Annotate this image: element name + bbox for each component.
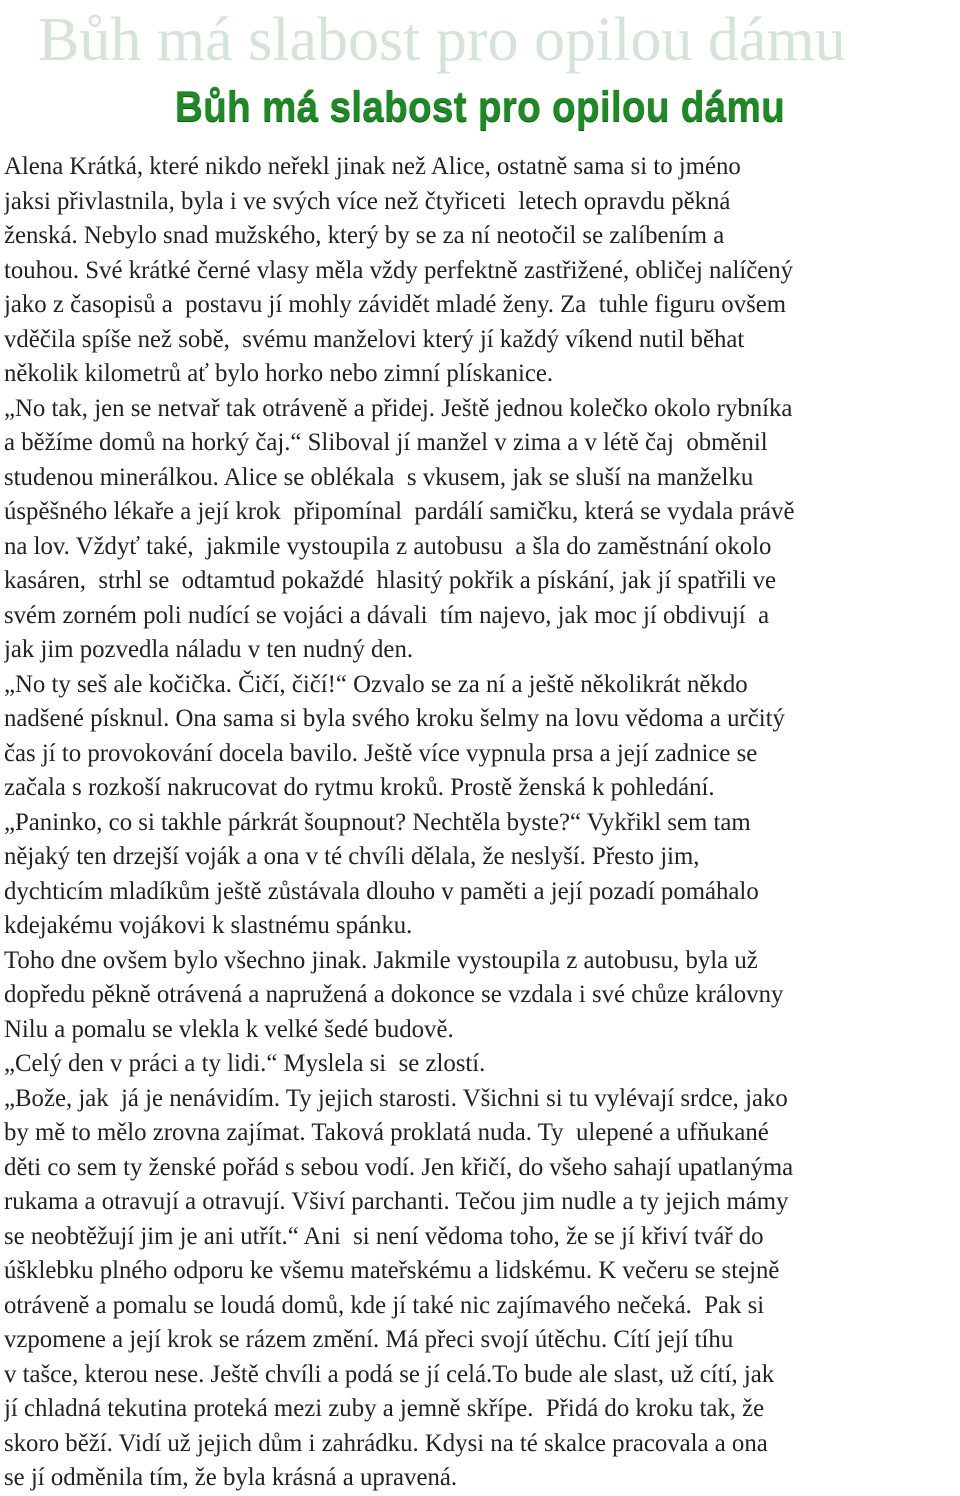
text-line: jak jim pozvedla náladu v ten nudný den. [4,636,414,663]
text-line: „Bože, jak já je nenávidím. Ty jejich starosti. Všichni si tu vylévají srdce, jako [4,1084,788,1112]
text-line: svém zorném poli nudící se vojáci a dávali tím najevo, jak moc jí obdivují a [4,601,770,629]
text-line: v tašce, kterou nese. Ještě chvíli a podá se jí celá.To bude ale slast, už cítí, jak [4,1360,775,1388]
text-line: čas jí to provokování docela bavilo. Ještě více vypnula prsa a její zadnice se [4,739,758,767]
text-line: jí chladná tekutina proteká mezi zuby a jemně skřípe. Přidá do kroku tak, že [4,1395,765,1422]
text-line: kasáren, strhl se odtamtud pokaždé hlasitý pokřik a pískání, jak jí spatřili ve [4,567,776,594]
text-line: „Paninko, co si takhle párkrát šoupnout? Nechtěla byste?“ Vykřikl sem tam [4,808,751,836]
text-line: „Celý den v práci a ty lidi.“ Myslela si se zlostí. [4,1050,486,1077]
text-line: rukama a otravují a otravují. Všiví parchanti. Tečou jim nudle a ty jejich mámy [4,1188,789,1215]
text-line: ženská. Nebylo snad mužského, který by se za ní neotočil se zalíbením a [4,222,725,249]
text-line: začala s rozkoší nakrucovat do rytmu kroků. Prostě ženská k pohledání. [4,774,715,801]
text-line: kdejakému vojákovi k slastnému spánku. [4,912,413,939]
text-line: touhou. Své krátké černé vlasy měla vždy perfektně zastřižené, obličej nalíčený [4,256,794,284]
text-line: by mě to mělo zrovna zajímat. Taková proklatá nuda. Ty ulepené a ufňukané [4,1119,769,1146]
text-line: nějaký ten drzejší voják a ona v té chvíli dělala, že neslyší. Přesto jim, [4,843,700,870]
text-line: Toho dne ovšem bylo všechno jinak. Jakmile vystoupila z autobusu, byla už [4,946,758,974]
text-line: otráveně a pomalu se loudá domů, kde jí také nic zajímavého nečeká. Pak si [4,1291,765,1319]
text-line: Alena Krátká, které nikdo neřekl jinak než Alice, ostatně sama si to jméno [4,153,741,180]
text-line: „No ty seš ale kočička. Čičí, čičí!“ Ozvalo se za ní a ještě několikrát někdo [4,670,748,698]
story-text [4,150,960,1496]
text-line: úšklebku plného odporu ke všemu mateřskému a lidskému. K večeru se stejně [4,1257,780,1284]
text-line: dopředu pěkně otrávená a napružená a dokonce se vzdala i své chůze královny [4,981,784,1008]
text-line: Nilu a pomalu se vlekla k velké šedé budově. [4,1015,454,1043]
text-line: se neobtěžují jim je ani utřít.“ Ani si není vědoma toho, že se jí křiví tvář do [4,1222,764,1250]
page-title: Bůh má slabost pro opilou dámu [174,83,786,131]
text-line: vděčila spíše než sobě, svému manželovi který jí každý víkend nutil běhat [4,325,745,353]
text-line: studenou minerálkou. Alice se oblékala s vkusem, jak se sluší na manželku [4,463,754,491]
text-line: nadšené písknul. Ona sama si byla svého kroku šelmy na lovu vědoma a určitý [4,705,785,732]
text-line: „No tak, jen se netvař tak otráveně a přidej. Ještě jednou kolečko okolo rybníka [4,394,793,422]
text-line: vzpomene a její krok se rázem změní. Má přeci svojí útěchu. Cítí její tíhu [4,1326,734,1353]
text-line: děti co sem ty ženské pořád s sebou vodí. Jen křičí, do všeho sahají upatlanýma [4,1153,794,1181]
text-line: na lov. Vždyť také, jakmile vystoupila z autobusu a šla do zaměstnání okolo [4,532,772,560]
text-line: skoro běží. Vidí už jejich dům i zahrádku. Kdysi na té skalce pracovala a ona [4,1429,768,1457]
text-line: jaksi přivlastnila, byla i ve svých více než čtyřiceti letech opravdu pěkná [4,187,731,215]
text-line: úspěšného lékaře a její krok připomínal pardálí samičku, která se vydala právě [4,498,795,525]
text-line: a běžíme domů na horký čaj.“ Sliboval jí manžel v zima a v létě čaj obměnil [4,429,768,456]
text-line: se jí odměnila tím, že byla krásná a upravená. [4,1464,458,1491]
text-line: několik kilometrů ať bylo horko nebo zimní plískanice. [4,360,554,387]
text-line: dychticím mladíkům ještě zůstávala dlouho v paměti a její pozadí pomáhalo [4,877,759,905]
watermark-title: Bůh má slabost pro opilou dámu [38,6,846,74]
text-line: jako z časopisů a postavu jí mohly závidět mladé ženy. Za tuhle figuru ovšem [4,291,787,318]
